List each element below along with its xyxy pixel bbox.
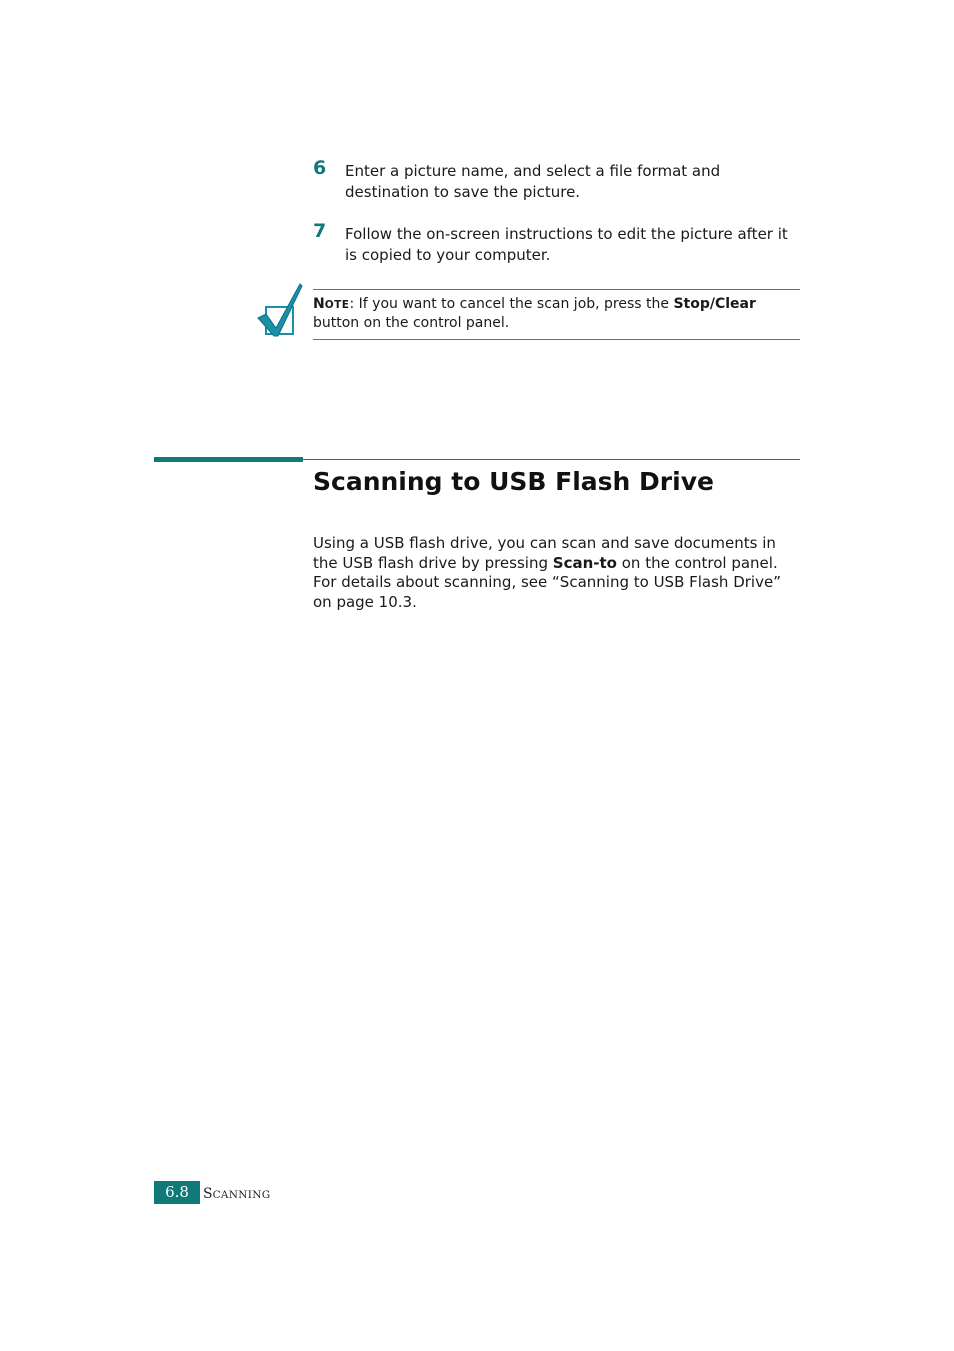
chapter-name: SCANNING <box>203 1186 271 1202</box>
step-text: Follow the on-screen instructions to edit the picture after it is copied to your computer. <box>345 225 788 264</box>
stop-clear-label: Stop/Clear <box>673 296 756 312</box>
step-7 <box>313 220 803 266</box>
section-rule <box>303 459 800 460</box>
note-text-before: : If you want to cancel the scan job, press the <box>349 296 674 312</box>
section-paragraph: Using a USB flash drive, you can scan and save documents in the USB flash drive by pressing Scan-to on the control panel. For details about scanning, see “Scanning to USB Flash Drive” on page 10.3. <box>313 534 781 611</box>
section-title: Scanning to USB Flash Drive <box>313 467 714 496</box>
step-text: Enter a picture name, and select a file format and destination to save the picture. <box>345 162 721 201</box>
note-label: NOTE <box>313 296 350 312</box>
page-number: 6.8 <box>154 1181 200 1204</box>
step-number: 7 <box>313 220 327 242</box>
section-rule-accent <box>154 457 303 462</box>
checkmark-note-icon <box>256 282 304 338</box>
note-box <box>313 289 800 340</box>
scan-to-label: Scan-to <box>552 553 617 572</box>
step-number: 6 <box>313 157 327 179</box>
step-6 <box>313 157 803 203</box>
note-text-after: button on the control panel. <box>313 315 510 331</box>
